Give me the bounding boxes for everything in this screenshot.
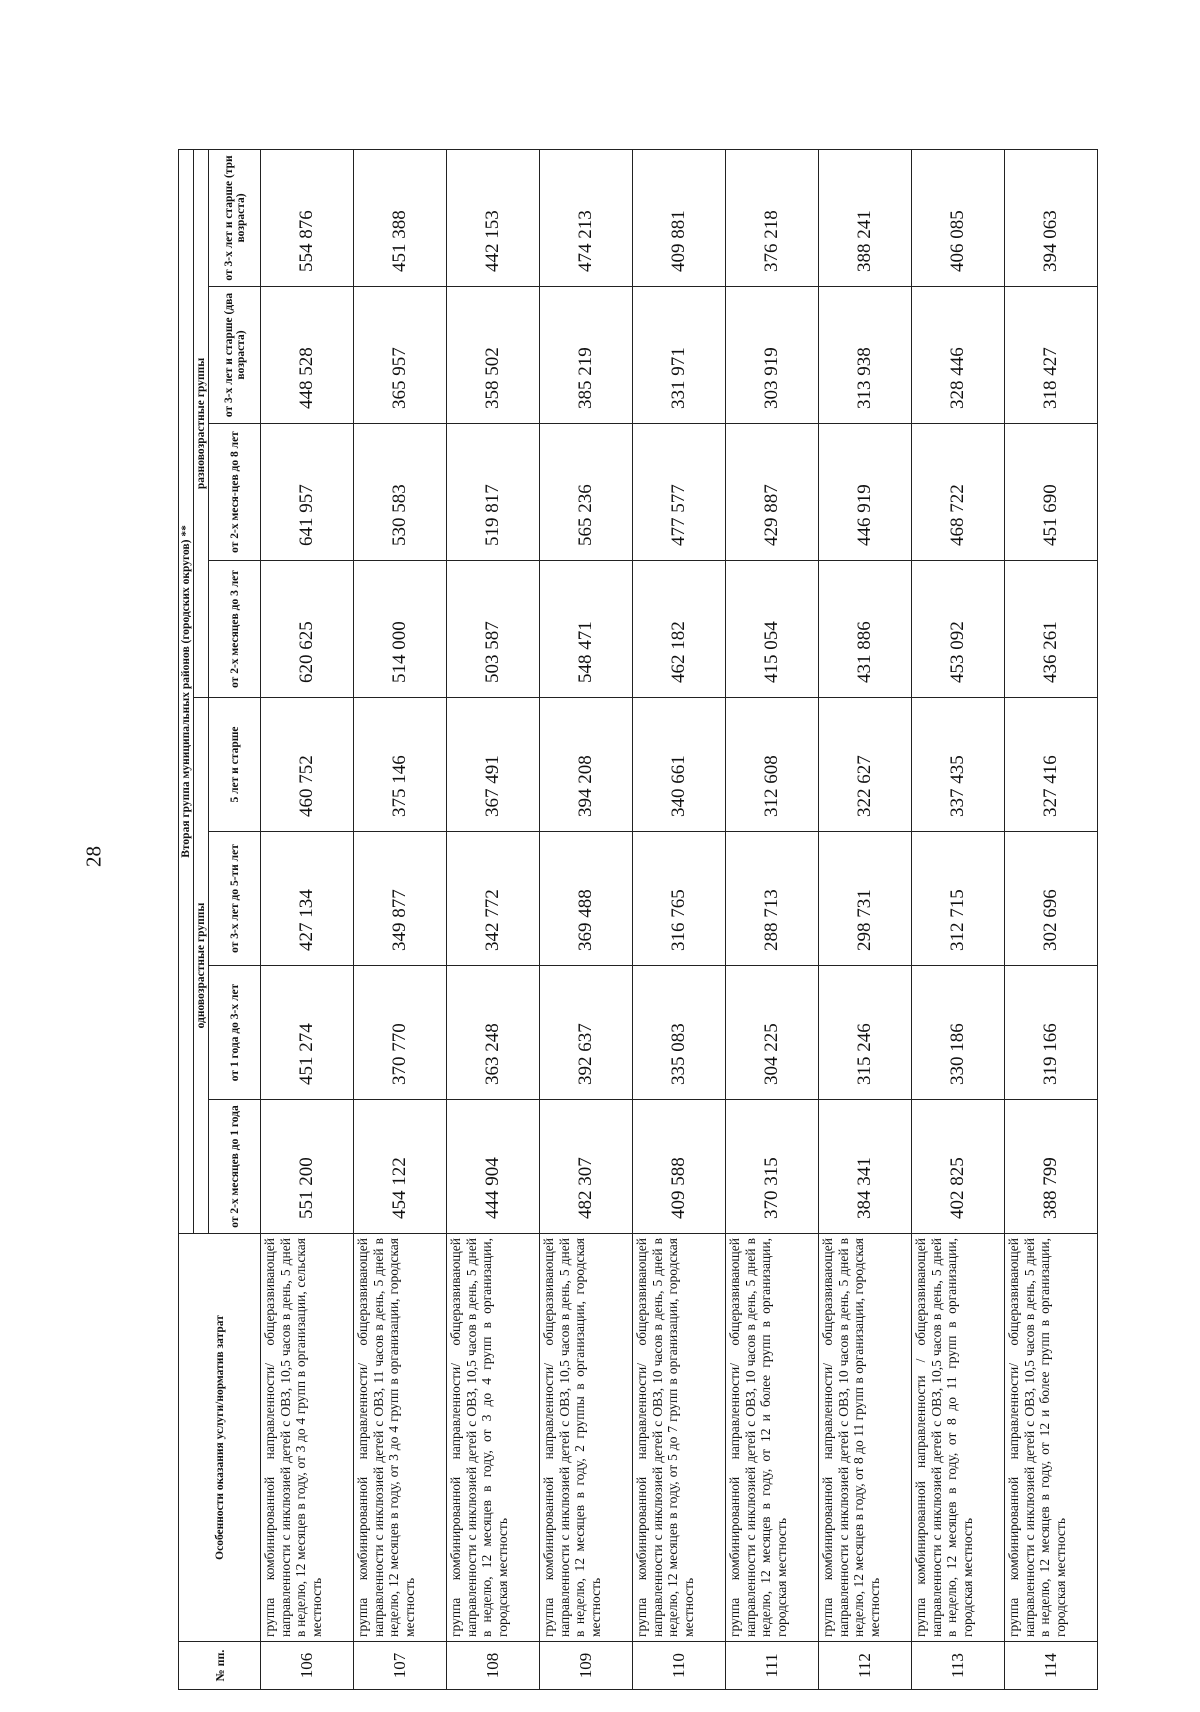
table-row bbox=[1005, 149, 1098, 1689]
cost-value: 335 083 bbox=[633, 966, 726, 1100]
cost-value: 322 627 bbox=[819, 698, 912, 832]
cost-value: 620 625 bbox=[261, 561, 354, 698]
cost-value: 431 886 bbox=[819, 561, 912, 698]
cost-value: 451 274 bbox=[261, 966, 354, 1100]
cost-value: 442 153 bbox=[447, 149, 540, 286]
cost-value: 519 817 bbox=[447, 424, 540, 561]
cost-value: 367 491 bbox=[447, 698, 540, 832]
cost-value: 388 241 bbox=[819, 149, 912, 286]
cost-value: 477 577 bbox=[633, 424, 726, 561]
table-row bbox=[354, 149, 447, 1689]
cost-value: 342 772 bbox=[447, 832, 540, 966]
cost-value: 370 315 bbox=[726, 1100, 819, 1234]
cost-value: 415 054 bbox=[726, 561, 819, 698]
table-row bbox=[633, 149, 726, 1689]
page-number: 28 bbox=[81, 846, 106, 867]
cost-value: 369 488 bbox=[540, 832, 633, 966]
cost-value: 312 608 bbox=[726, 698, 819, 832]
service-description: группа комбинированной направленности / общеразвивающей направленности с инклюзией детей с ОВЗ, 10,5 часов в день, 5 дней в неделю, 12 месяцев в году, от 8 до 11 групп в организации, городская местность bbox=[912, 1234, 1005, 1642]
cost-value: 363 248 bbox=[447, 966, 540, 1100]
cost-value: 451 388 bbox=[354, 149, 447, 286]
cost-value: 303 919 bbox=[726, 287, 819, 424]
table-row bbox=[819, 149, 912, 1689]
service-description: группа комбинированной направленности/ общеразвивающей направленности с инклюзией детей с ОВЗ, 10,5 часов в день, 5 дней в неделю, 12 месяцев в году, от 3 до 4 групп в организации, городская местность bbox=[447, 1234, 540, 1642]
table-row bbox=[726, 149, 819, 1689]
service-description: группа комбинированной направленности/ общеразвивающей направленности с инклюзией детей с ОВЗ, 10,5 часов в день, 5 дней в неделю, 12 месяцев в году, от 12 и более групп в организации, городская местность bbox=[1005, 1234, 1098, 1642]
mixed-age-groups-header: разновозрастные группы bbox=[194, 149, 209, 697]
cost-value: 365 957 bbox=[354, 287, 447, 424]
cost-value: 327 416 bbox=[1005, 698, 1098, 832]
table-row bbox=[447, 149, 540, 1689]
table-row bbox=[261, 149, 354, 1689]
age-column-header: от 1 года до 3-х лет bbox=[209, 966, 261, 1100]
service-description: группа комбинированной направленности/ общеразвивающей направленности с инклюзией детей с ОВЗ, 10 часов в день, 5 дней в неделю, 12 месяцев в году, от 8 до 11 групп в организации, городская местность bbox=[819, 1234, 912, 1642]
cost-value: 460 752 bbox=[261, 698, 354, 832]
cost-value: 462 182 bbox=[633, 561, 726, 698]
cost-value: 436 261 bbox=[1005, 561, 1098, 698]
cost-value: 551 200 bbox=[261, 1100, 354, 1234]
cost-value: 394 063 bbox=[1005, 149, 1098, 286]
cost-value: 328 446 bbox=[912, 287, 1005, 424]
cost-value: 406 085 bbox=[912, 149, 1005, 286]
cost-value: 482 307 bbox=[540, 1100, 633, 1234]
cost-value: 446 919 bbox=[819, 424, 912, 561]
cost-value: 331 971 bbox=[633, 287, 726, 424]
cost-value: 313 938 bbox=[819, 287, 912, 424]
cost-value: 288 713 bbox=[726, 832, 819, 966]
cost-value: 337 435 bbox=[912, 698, 1005, 832]
age-column-header: от 3-х лет и старше (два возраста) bbox=[209, 287, 261, 424]
same-age-groups-header: одновозрастные группы bbox=[194, 698, 209, 1234]
cost-norms-table bbox=[178, 149, 1098, 1690]
cost-value: 402 825 bbox=[912, 1100, 1005, 1234]
cost-value: 330 186 bbox=[912, 966, 1005, 1100]
cost-value: 530 583 bbox=[354, 424, 447, 561]
cost-value: 474 213 bbox=[540, 149, 633, 286]
service-description: группа комбинированной направленности/ общеразвивающей направленности с инклюзией детей с ОВЗ, 11 часов в день, 5 дней в неделю, 12 месяцев в году, от 3 до 4 групп в организации, городская местность bbox=[354, 1234, 447, 1642]
row-number: 110 bbox=[633, 1642, 726, 1690]
cost-value: 316 765 bbox=[633, 832, 726, 966]
table-row bbox=[912, 149, 1005, 1689]
cost-value: 409 588 bbox=[633, 1100, 726, 1234]
row-number: 107 bbox=[354, 1642, 447, 1690]
cost-value: 302 696 bbox=[1005, 832, 1098, 966]
cost-value: 349 877 bbox=[354, 832, 447, 966]
cost-value: 388 799 bbox=[1005, 1100, 1098, 1234]
cost-value: 370 770 bbox=[354, 966, 447, 1100]
cost-value: 565 236 bbox=[540, 424, 633, 561]
index-column-header: № пп. bbox=[179, 1642, 261, 1690]
age-column-header: от 2-х меся-цев до 8 лет bbox=[209, 424, 261, 561]
cost-value: 429 887 bbox=[726, 424, 819, 561]
cost-value: 444 904 bbox=[447, 1100, 540, 1234]
cost-value: 514 000 bbox=[354, 561, 447, 698]
age-column-header: от 2-х месяцев до 3 лет bbox=[209, 561, 261, 698]
age-column-header: от 3-х лет и старше (три возраста) bbox=[209, 149, 261, 286]
group-header: Вторая группа муниципальных районов (городских округов) ** bbox=[179, 149, 194, 1233]
cost-value: 453 092 bbox=[912, 561, 1005, 698]
age-column-header: от 2-х месяцев до 1 года bbox=[209, 1100, 261, 1234]
cost-value: 548 471 bbox=[540, 561, 633, 698]
cost-value: 340 661 bbox=[633, 698, 726, 832]
row-number: 112 bbox=[819, 1642, 912, 1690]
cost-value: 385 219 bbox=[540, 287, 633, 424]
cost-value: 375 146 bbox=[354, 698, 447, 832]
cost-value: 451 690 bbox=[1005, 424, 1098, 561]
cost-value: 358 502 bbox=[447, 287, 540, 424]
cost-value: 554 876 bbox=[261, 149, 354, 286]
row-number: 111 bbox=[726, 1642, 819, 1690]
cost-value: 468 722 bbox=[912, 424, 1005, 561]
description-column-header: Особенности оказания услуги/норматив затрат bbox=[179, 1234, 261, 1642]
row-number: 114 bbox=[1005, 1642, 1098, 1690]
cost-value: 503 587 bbox=[447, 561, 540, 698]
cost-value: 392 637 bbox=[540, 966, 633, 1100]
cost-value: 641 957 bbox=[261, 424, 354, 561]
cost-value: 298 731 bbox=[819, 832, 912, 966]
table-row bbox=[540, 149, 633, 1689]
cost-value: 448 528 bbox=[261, 287, 354, 424]
row-number: 108 bbox=[447, 1642, 540, 1690]
cost-value: 312 715 bbox=[912, 832, 1005, 966]
cost-value: 394 208 bbox=[540, 698, 633, 832]
age-column-header: от 3-х лет до 5-ти лет bbox=[209, 832, 261, 966]
cost-value: 319 166 bbox=[1005, 966, 1098, 1100]
service-description: группа комбинированной направленности/ общеразвивающей направленности с инклюзией детей с ОВЗ, 10,5 часов в день, 5 дней в неделю, 12 месяцев в году, от 3 до 4 групп в организации, сельская местность bbox=[261, 1234, 354, 1642]
cost-value: 454 122 bbox=[354, 1100, 447, 1234]
cost-value: 384 341 bbox=[819, 1100, 912, 1234]
age-column-header: 5 лет и старше bbox=[209, 698, 261, 832]
cost-value: 304 225 bbox=[726, 966, 819, 1100]
service-description: группа комбинированной направленности/ общеразвивающей направленности с инклюзией детей с ОВЗ, 10 часов в день, 5 дней в неделю, 12 месяцев в году, от 12 и более групп в организации, городская местность bbox=[726, 1234, 819, 1642]
row-number: 106 bbox=[261, 1642, 354, 1690]
cost-value: 427 134 bbox=[261, 832, 354, 966]
row-number: 109 bbox=[540, 1642, 633, 1690]
cost-value: 376 218 bbox=[726, 149, 819, 286]
cost-value: 409 881 bbox=[633, 149, 726, 286]
rotated-table-container bbox=[178, 150, 1098, 1690]
row-number: 113 bbox=[912, 1642, 1005, 1690]
service-description: группа комбинированной направленности/ общеразвивающей направленности с инклюзией детей с ОВЗ, 10,5 часов в день, 5 дней в неделю, 12 месяцев в году, 2 группы в организации, городская местность bbox=[540, 1234, 633, 1642]
service-description: группа комбинированной направленности/ общеразвивающей направленности с инклюзией детей с ОВЗ, 10 часов в день, 5 дней в неделю, 12 месяцев в году, от 5 до 7 групп в организации, городская местность bbox=[633, 1234, 726, 1642]
cost-value: 318 427 bbox=[1005, 287, 1098, 424]
cost-value: 315 246 bbox=[819, 966, 912, 1100]
